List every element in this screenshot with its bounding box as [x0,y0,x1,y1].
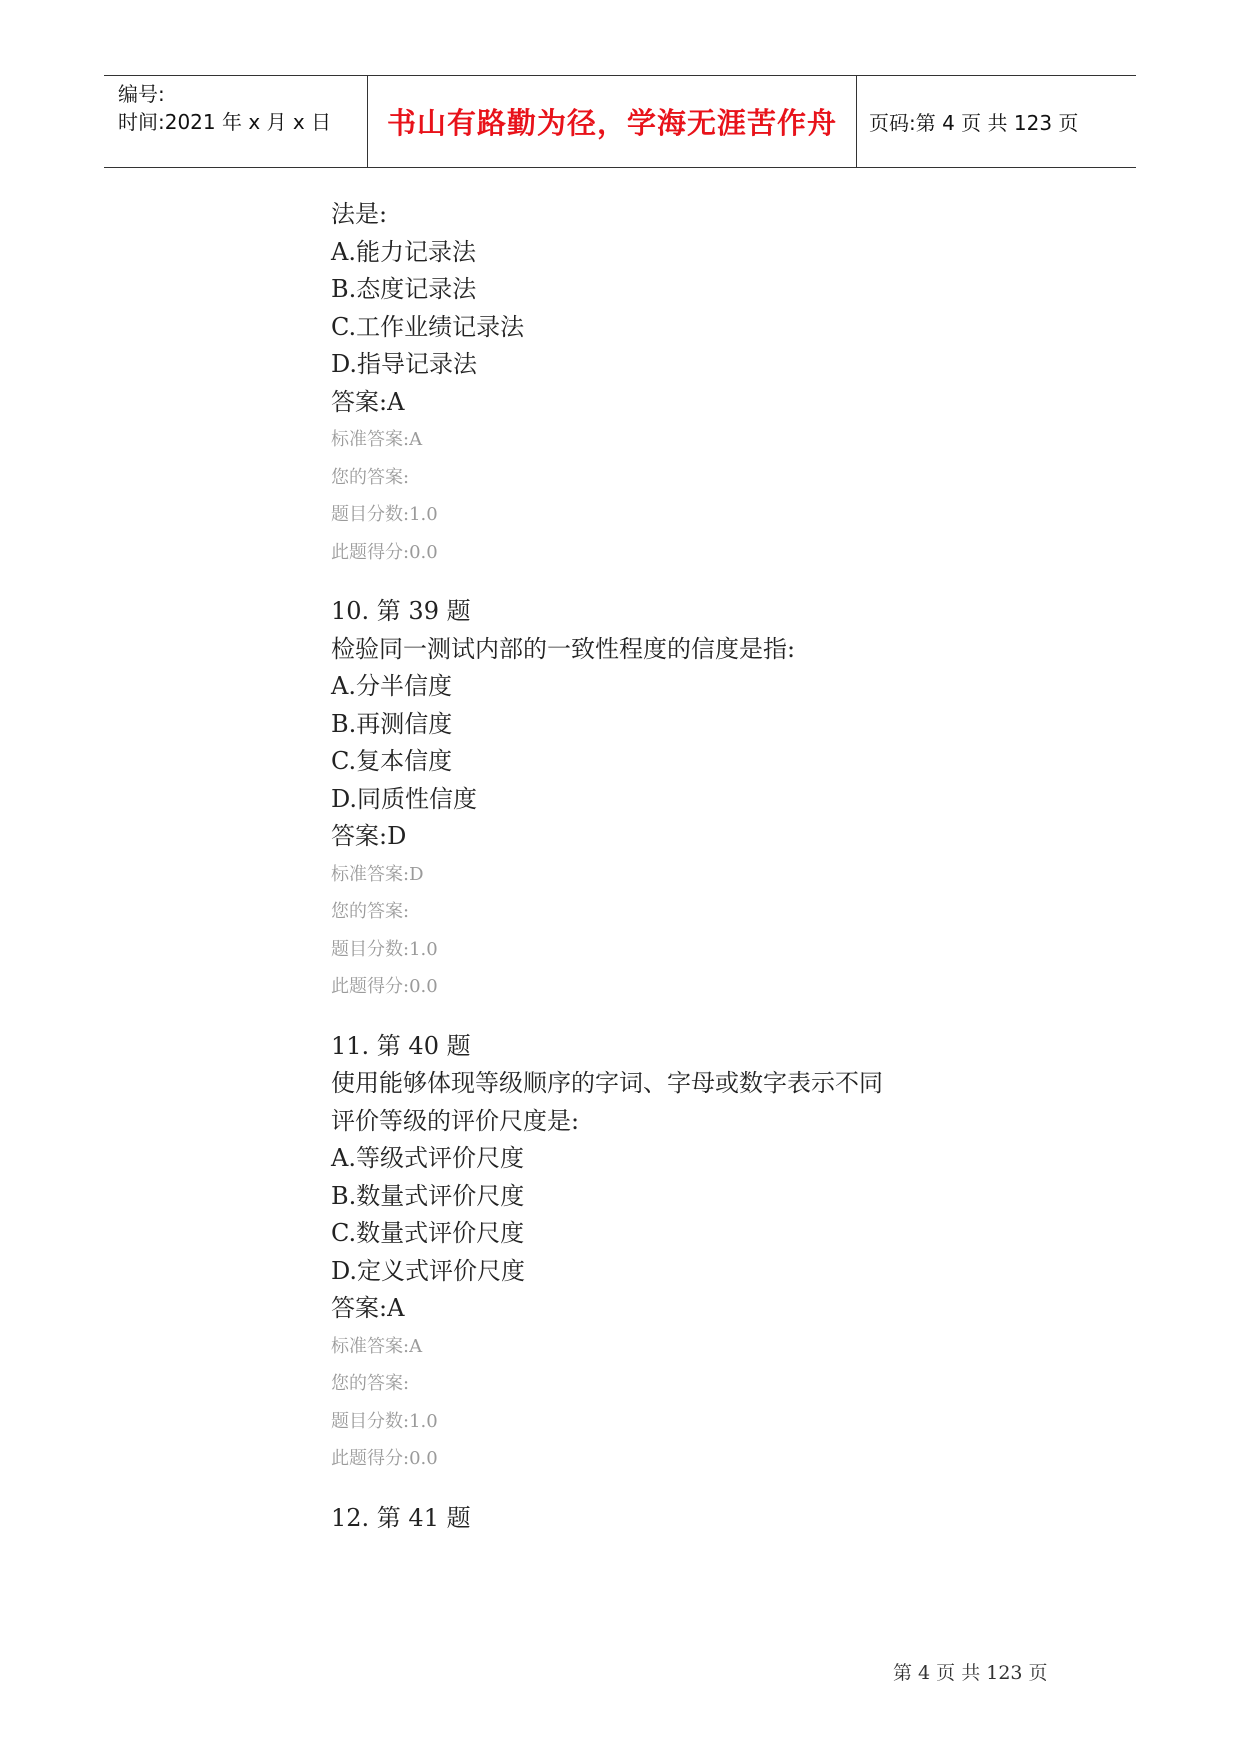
page-footer: 第 4 页 共 123 页 [893,1662,1048,1684]
option-d: D.同质性信度 [331,784,478,813]
option-b: B.态度记录法 [331,275,477,303]
option-a: A.分半信度 [331,672,452,700]
answer-line: 答案:A [331,387,405,416]
question-block-12 [331,1500,1031,1538]
question-score: 题目分数:1.0 [331,1410,438,1432]
option-c: C.工作业绩记录法 [331,312,525,341]
option-a: A.能力记录法 [331,237,476,266]
option-d: D.指导记录法 [331,350,478,378]
question-text-line-1: 使用能够体现等级顺序的字词、字母或数字表示不同 [331,1069,883,1097]
question-text: 法是: [331,200,388,228]
your-answer: 您的答案: [331,1373,410,1394]
page-header [104,75,1136,168]
standard-answer: 标准答案:A [331,429,423,450]
obtained-score: 此题得分:0.0 [331,1448,438,1469]
option-d: D.定义式评价尺度 [331,1256,526,1285]
question-score: 题目分数:1.0 [331,504,438,525]
option-b: B.再测信度 [331,709,453,738]
document-body [331,196,1031,1537]
header-motto: 书山有路勤为径，学海无涯苦作舟 [368,76,857,167]
your-answer: 您的答案: [331,466,410,488]
question-score: 题目分数:1.0 [331,938,438,960]
option-b: B.数量式评价尺度 [331,1181,525,1210]
answer-line: 答案:D [331,822,407,850]
obtained-score: 此题得分:0.0 [331,976,438,997]
your-answer: 您的答案: [331,901,410,922]
question-heading: 10. 第 39 题 [331,597,471,625]
time-label: 时间:2021 年 x 月 x 日 [118,110,332,134]
standard-answer: 标准答案:D [331,863,424,885]
question-block-10 [331,593,1031,1006]
option-c: C.数量式评价尺度 [331,1219,525,1247]
question-text-line-2: 评价等级的评价尺度是: [331,1106,580,1135]
header-info-cell [104,76,368,167]
option-a: A.等级式评价尺度 [331,1144,524,1172]
question-text: 检验同一测试内部的一致性程度的信度是指: [331,634,796,663]
answer-line: 答案:A [331,1294,405,1322]
question-block-9 [331,196,1031,571]
standard-answer: 标准答案:A [331,1335,423,1357]
obtained-score: 此题得分:0.0 [331,541,438,563]
question-heading: 12. 第 41 题 [331,1503,471,1532]
number-label: 编号: [118,82,165,106]
option-c: C.复本信度 [331,747,453,775]
header-page-info: 页码:第 4 页 共 123 页 [869,111,1079,135]
question-block-11 [331,1028,1031,1478]
question-heading: 11. 第 40 题 [331,1031,471,1060]
